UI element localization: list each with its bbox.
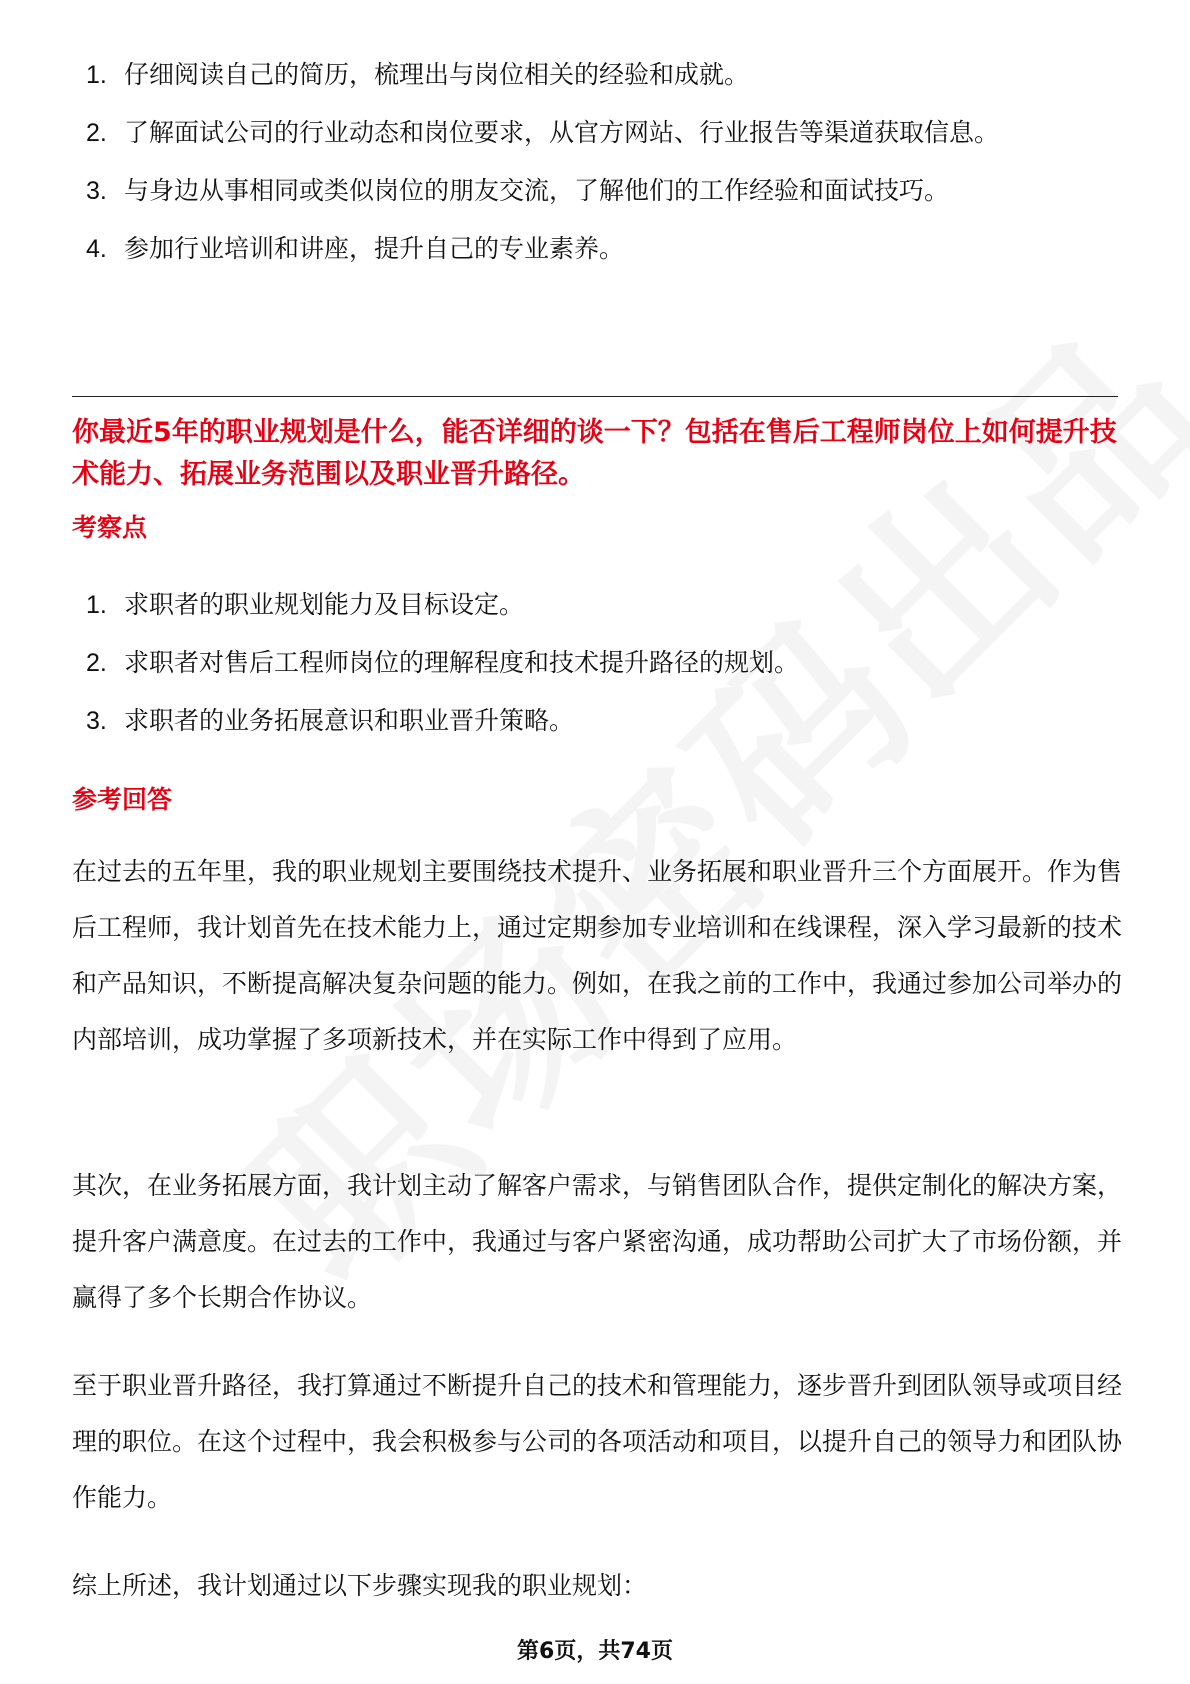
list-item xyxy=(0,636,1084,690)
assessment-list xyxy=(0,578,1190,748)
list-item-text: 了解面试公司的行业动态和岗位要求，从官方网站、行业报告等渠道获取信息。 xyxy=(124,118,1000,147)
list-number: 2. xyxy=(86,119,107,147)
list-item xyxy=(0,694,1084,748)
list-item-text: 仔细阅读自己的简历，梳理出与岗位相关的经验和成就。 xyxy=(124,60,750,89)
list-item xyxy=(0,164,1084,218)
list-item-text: 求职者对售后工程师岗位的理解程度和技术提升路径的规划。 xyxy=(124,648,800,677)
list-item-text: 参加行业培训和讲座，提升自己的专业素养。 xyxy=(124,234,625,263)
answer-title: 参考回答 xyxy=(72,785,173,814)
list-number: 3. xyxy=(86,707,107,735)
section-divider xyxy=(72,396,1118,397)
list-item-text: 求职者的业务拓展意识和职业晋升策略。 xyxy=(124,706,575,735)
page-footer: 第6页，共74页 xyxy=(517,1639,673,1664)
list-item xyxy=(0,578,1084,632)
answer-paragraph: 综上所述，我计划通过以下步骤实现我的职业规划： xyxy=(72,1571,648,1600)
answer-paragraph: 在过去的五年里，我的职业规划主要围绕技术提升、业务拓展和职业晋升三个方面展开。作为售后工程师，我计划首先在技术能力上，通过定期参加专业培训和在线课程，深入学习最新的技术和产品知识，不断提高解决复杂问题的能力。例如，在我之前的工作中，我通过参加公司举办的内部培训，成功掌握了多项新技术，并在实际工作中得到了应用。 xyxy=(72,857,1123,1054)
list-item xyxy=(0,222,1084,276)
list-number: 2. xyxy=(86,649,107,677)
answer-paragraph: 其次，在业务拓展方面，我计划主动了解客户需求，与销售团队合作，提供定制化的解决方案，提升客户满意度。在过去的工作中，我通过与客户紧密沟通，成功帮助公司扩大了市场份额，并赢得了多个长期合作协议。 xyxy=(72,1171,1123,1312)
list-item-text: 与身边从事相同或类似岗位的朋友交流，了解他们的工作经验和面试技巧。 xyxy=(124,176,950,205)
list-item xyxy=(0,106,1084,160)
answer-paragraph: 至于职业晋升路径，我打算通过不断提升自己的技术和管理能力，逐步晋升到团队领导或项目经理的职位。在这个过程中，我会积极参与公司的各项活动和项目，以提升自己的领导力和团队协作能力。 xyxy=(72,1371,1123,1512)
list-item xyxy=(0,48,1084,102)
assessment-title: 考察点 xyxy=(72,513,148,542)
list-number: 1. xyxy=(86,591,107,619)
list-item-text: 求职者的职业规划能力及目标设定。 xyxy=(124,590,525,619)
list-number: 3. xyxy=(86,177,107,205)
list-number: 4. xyxy=(86,235,107,263)
interview-question: 你最近5年的职业规划是什么，能否详细的谈一下？包括在售后工程师岗位上如何提升技术能力、拓展业务范围以及职业晋升路径。 xyxy=(72,417,1117,490)
preparation-list xyxy=(0,48,1190,276)
list-number: 1. xyxy=(86,61,107,89)
